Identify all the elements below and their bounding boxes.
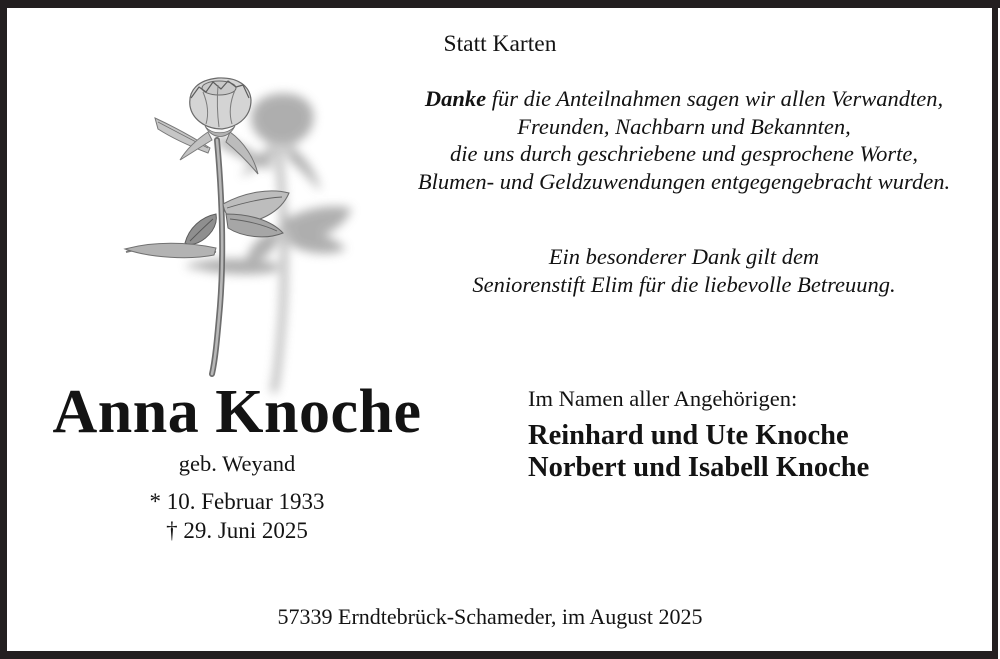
birth-date: * 10. Februar 1933: [149, 489, 325, 514]
thanks-line-4: Blumen- und Geldzuwendungen entgegengebracht wurden.: [417, 168, 951, 194]
rose-with-shadow-illustration: [70, 56, 370, 401]
mourner-name: Norbert und Isabell Knoche: [528, 452, 870, 483]
mourner-name: Reinhard und Ute Knoche: [528, 420, 849, 451]
frame-left-border: [0, 0, 7, 659]
frame-bottom-border: [0, 651, 998, 659]
thanks-paragraph: [384, 85, 984, 195]
special-thanks-paragraph: [384, 243, 984, 298]
death-date: † 29. Juni 2025: [166, 517, 308, 543]
thanks-line-3: die uns durch geschriebene und gesprochene Worte,: [449, 141, 919, 166]
place-and-date: 57339 Erndtebrück-Schameder, im August 2025: [277, 604, 703, 629]
deceased-name: Anna Knoche: [52, 378, 422, 446]
notice-header: Statt Karten: [443, 31, 557, 57]
thanks-lead-word: Danke: [424, 86, 487, 111]
frame-right-border: [992, 2, 998, 658]
special-thanks-line-1: Ein besonderer Dank gilt dem: [548, 244, 820, 269]
life-dates: [37, 488, 437, 545]
special-thanks-line-2: Seniorenstift Elim für die liebevolle Betreuung.: [472, 271, 896, 297]
rose-icon: [70, 56, 370, 401]
frame-top-border: [0, 0, 1000, 8]
thanks-line-1-rest: für die Anteilnahmen sagen wir allen Verwandten,: [486, 86, 944, 111]
mourners-intro: Im Namen aller Angehörigen:: [528, 386, 798, 411]
mourners-names: [528, 420, 869, 484]
thanks-line-1: [384, 85, 984, 113]
thanks-line-2: Freunden, Nachbarn und Bekannten,: [517, 113, 851, 139]
maiden-name: geb. Weyand: [178, 451, 296, 476]
